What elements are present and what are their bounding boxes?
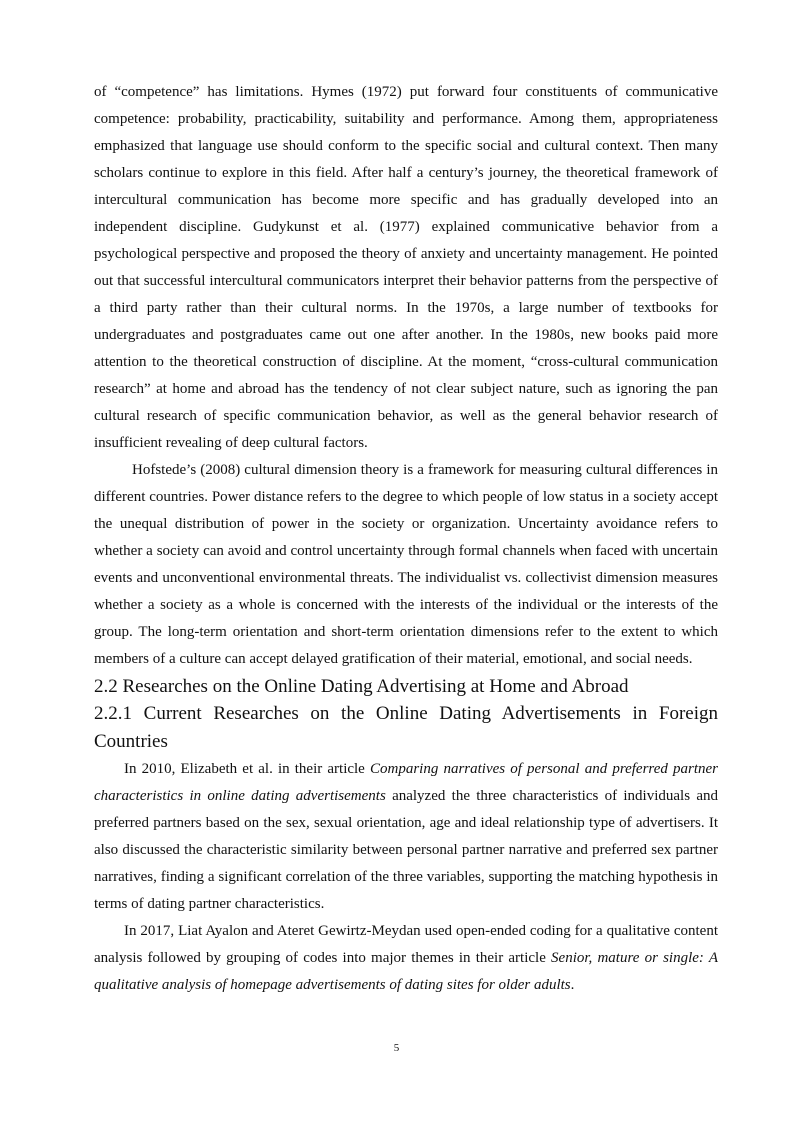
- text: In 2017, Liat Ayalon and Ateret Gewirtz-Meydan used open-ended coding for a qualitative content analysis followed by grouping of codes into major themes in their article: [94, 923, 718, 966]
- article-title: Senior, mature or single: A qualitative analysis of homepage advertisements of dating sites for older adults: [94, 950, 718, 993]
- page-number: 5: [393, 1042, 400, 1054]
- page-body: [94, 79, 718, 999]
- section-heading-2-2: 2.2 Researches on the Online Dating Advertising at Home and Abroad: [94, 676, 629, 697]
- text: analyzed the three characteristics of individuals and preferred partners based on the sex, sexual orientation, age and ideal relationship type of advertisers. It also discussed the characteristic similarity between personal partner narrative and preferred sex partner narratives, finding a significant correlation of the three variables, supporting the matching hypothesis in terms of dating partner characteristics.: [94, 788, 719, 912]
- paragraph-elizabeth: [94, 756, 718, 918]
- paragraph-competence: of “competence” has limitations. Hymes (1972) put forward four constituents of communicative competence: probability, practicability, suitability and performance. Among them, appropriateness emphasized that language use should conform to the specific social and cultural context. Then many scholars continue to explore in this field. After half a century’s journey, the theoretical framework of intercultural communication has become more specific and has gradually developed into an independent discipline. Gudykunst et al. (1977) explained communicative behavior from a psychological perspective and proposed the theory of anxiety and uncertainty management. He pointed out that successful intercultural communicators interpret their behavior patterns from the perspective of a third party rather than their cultural norms. In the 1970s, a large number of textbooks for undergraduates and postgraduates came out one after another. In the 1980s, new books paid more attention to the theoretical construction of discipline. At the moment, “cross-cultural communication research” at home and abroad has the tendency of not clear subject nature, such as ignoring the pan cultural research of specific communication behavior, as well as the general behavior research of insufficient revealing of deep cultural factors.: [94, 84, 718, 451]
- text: .: [570, 977, 575, 993]
- text: In 2010, Elizabeth et al. in their article: [124, 761, 370, 777]
- article-title: Comparing narratives of personal and preferred partner characteristics in online dating advertisements: [94, 761, 718, 804]
- paragraph-ayalon: [94, 918, 718, 999]
- paragraph-hofstede: Hofstede’s (2008) cultural dimension theory is a framework for measuring cultural differences in different countries. Power distance refers to the degree to which people of low status in a society accept the unequal distribution of power in the society or organization. Uncertainty avoidance refers to whether a society can avoid and control uncertainty through formal channels when faced with uncertain events and unconventional environmental threats. The individualist vs. collectivist dimension measures whether a society as a whole is concerned with the interests of the individual or the interests of the group. The long-term orientation and short-term orientation dimensions refer to the extent to which members of a culture can accept delayed gratification of their material, emotional, and social needs.: [94, 462, 718, 667]
- section-heading-2-2-1: 2.2.1 Current Researches on the Online Dating Advertisements in Foreign Countries: [94, 703, 718, 752]
